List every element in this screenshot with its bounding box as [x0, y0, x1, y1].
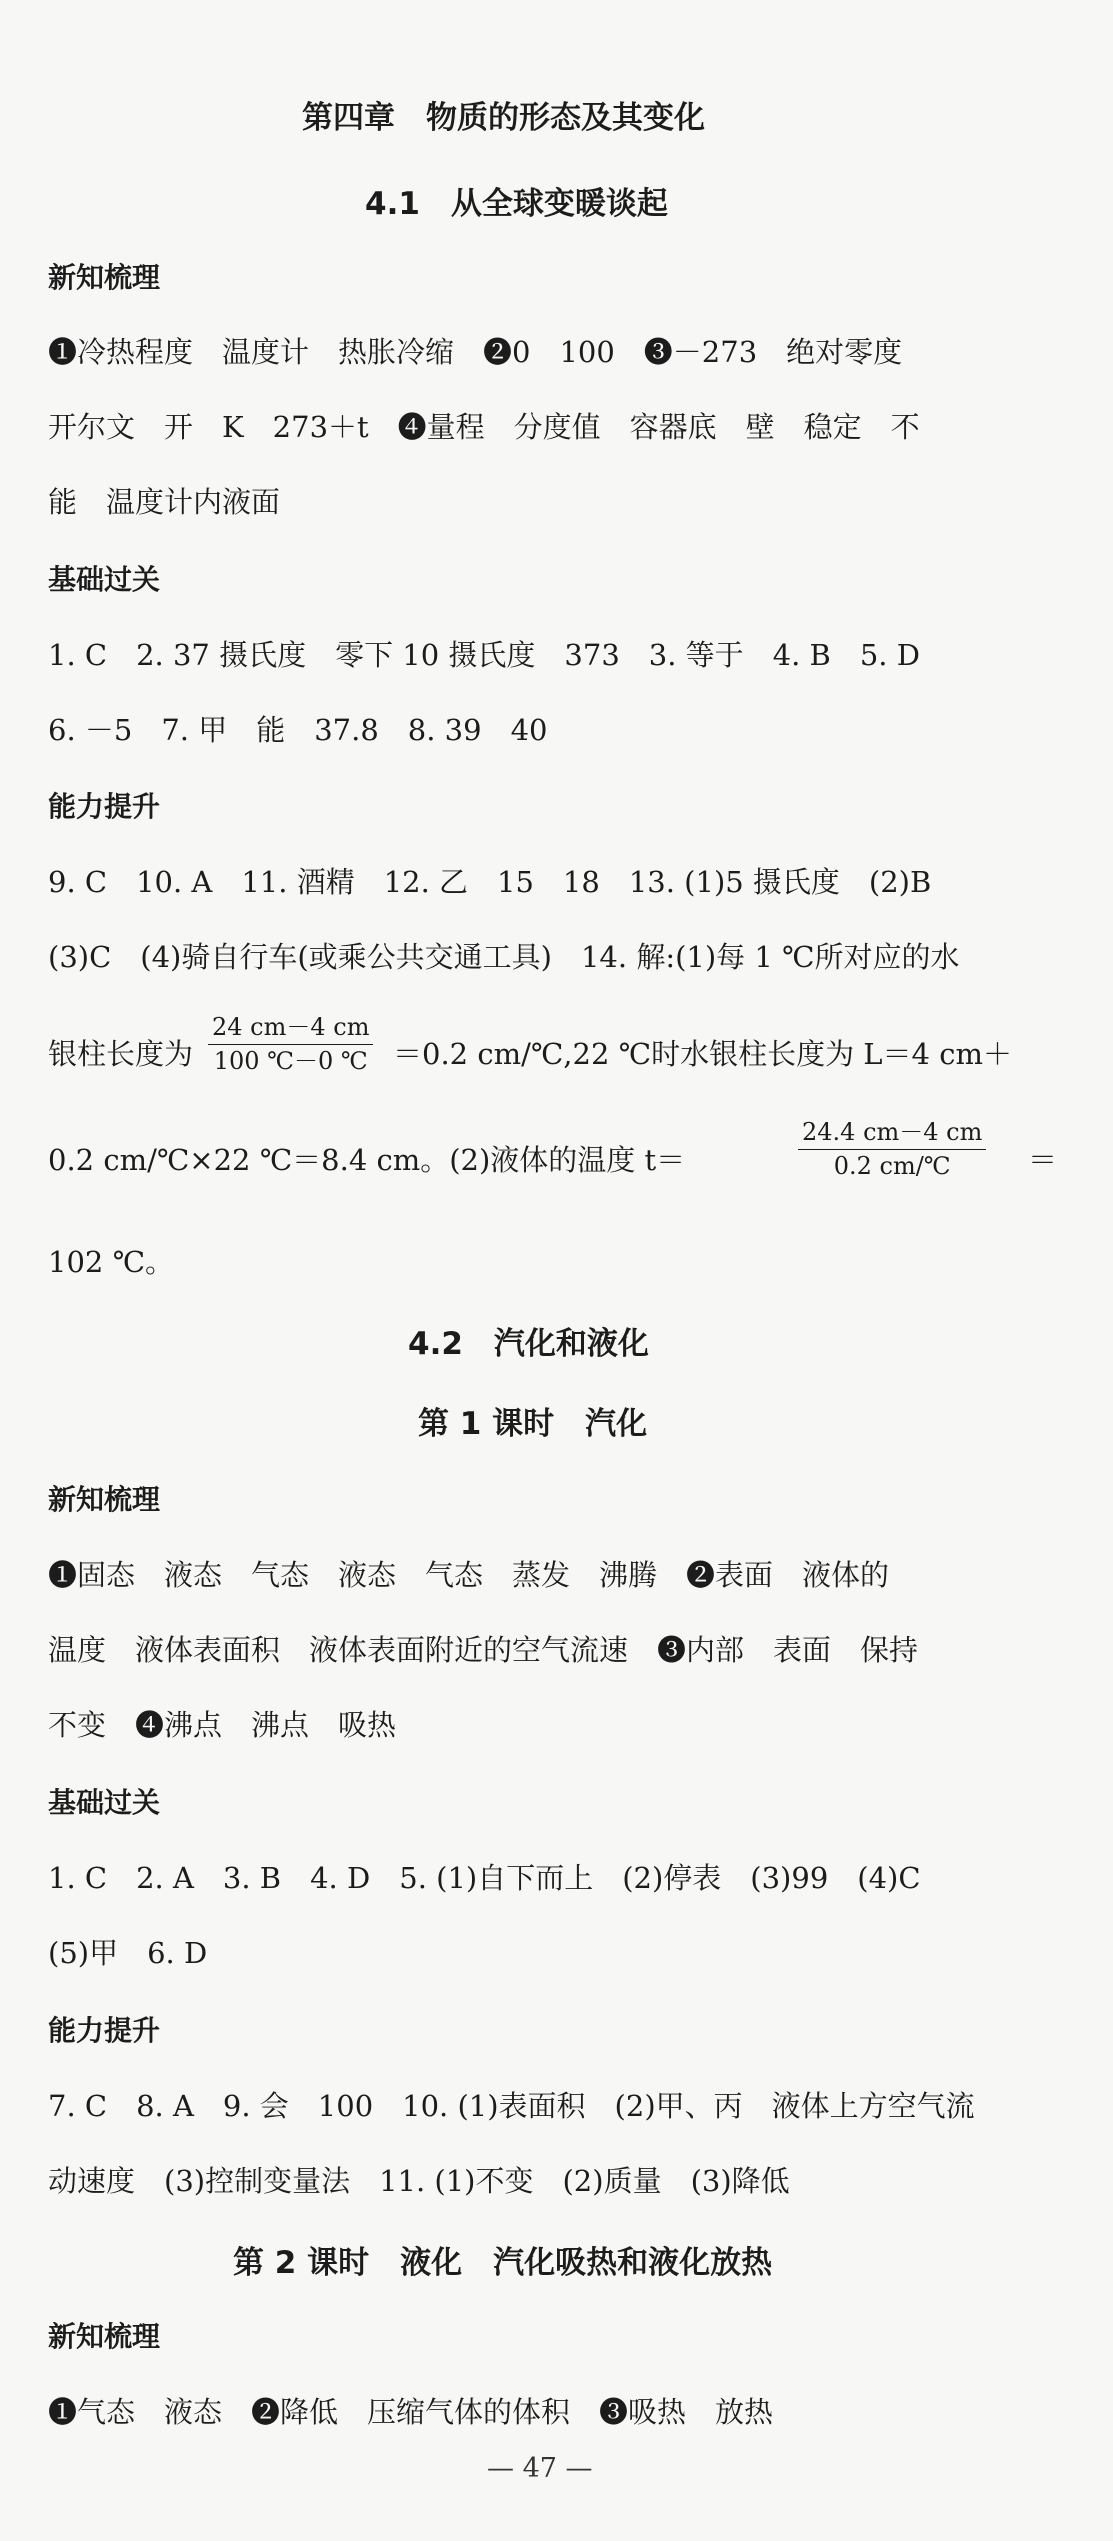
lesson-2-title: 第 2 课时 液化 汽化吸热和液化放热: [233, 2245, 773, 2281]
section-4-2-title: 4.2 汽化和液化: [408, 1326, 649, 1362]
answer-line: 动速度 (3)控制变量法 11. (1)不变 (2)质量 (3)降低: [48, 2164, 790, 2198]
fraction-denominator: 100 ℃－0 ℃: [213, 1046, 368, 1075]
answer-line: 102 ℃。: [48, 1245, 175, 1279]
answer-line: ❶固态 液态 气态 液态 气态 蒸发 沸腾 ❷表面 液体的: [48, 1558, 890, 1592]
answer-line: ❶冷热程度 温度计 热胀冷缩 ❷0 100 ❸－273 绝对零度: [48, 335, 903, 369]
heading-basic: 基础过关: [48, 563, 161, 596]
answer-line: 7. C 8. A 9. 会 100 10. (1)表面积 (2)甲、丙 液体上方空气流: [48, 2089, 975, 2123]
answer-line-prefix: 银柱长度为: [48, 1037, 194, 1071]
fraction-denominator: 0.2 cm/℃: [833, 1151, 951, 1180]
heading-new-knowledge: 新知梳理: [48, 261, 161, 294]
fraction-mercury-length: [208, 1013, 373, 1076]
answer-line: 温度 液体表面积 液体表面附近的空气流速 ❸内部 表面 保持: [48, 1633, 919, 1667]
answer-line: 开尔文 开 K 273＋t ❹量程 分度值 容器底 壁 稳定 不: [48, 410, 920, 444]
lesson-1-title: 第 1 课时 汽化: [418, 1406, 648, 1442]
section-4-1-title: 4.1 从全球变暖谈起: [365, 186, 668, 222]
heading-new-knowledge: 新知梳理: [48, 1483, 161, 1516]
answer-line: 6. －5 7. 甲 能 37.8 8. 39 40: [48, 713, 548, 747]
fraction-liquid-temperature: [798, 1118, 986, 1181]
answer-line-prefix: 0.2 cm/℃×22 ℃＝8.4 cm。(2)液体的温度 t＝: [48, 1143, 686, 1177]
answer-line: 能 温度计内液面: [48, 485, 281, 519]
fraction-numerator: 24.4 cm－4 cm: [798, 1118, 986, 1150]
answer-line-suffix: ＝0.2 cm/℃,22 ℃时水银柱长度为 L＝4 cm＋: [393, 1037, 1012, 1071]
heading-new-knowledge: 新知梳理: [48, 2320, 161, 2353]
answer-line: (5)甲 6. D: [48, 1936, 208, 1970]
answer-line: 9. C 10. A 11. 酒精 12. 乙 15 18 13. (1)5 摄氏度 (2)B: [48, 865, 932, 899]
chapter-title: 第四章 物质的形态及其变化: [302, 100, 705, 136]
answer-line: 不变 ❹沸点 沸点 吸热: [48, 1708, 397, 1742]
answer-line: 1. C 2. 37 摄氏度 零下 10 摄氏度 373 3. 等于 4. B 5. D: [48, 638, 920, 672]
fraction-numerator: 24 cm－4 cm: [208, 1013, 373, 1045]
answer-line-suffix: ＝: [1028, 1143, 1058, 1177]
page-number: — 47 —: [487, 2453, 593, 2484]
answer-line: 1. C 2. A 3. B 4. D 5. (1)自下而上 (2)停表 (3)99 (4)C: [48, 1861, 921, 1895]
heading-basic: 基础过关: [48, 1786, 161, 1819]
heading-ability: 能力提升: [48, 790, 161, 823]
heading-ability: 能力提升: [48, 2014, 161, 2047]
answer-line: (3)C (4)骑自行车(或乘公共交通工具) 14. 解:(1)每 1 ℃所对应的水: [48, 940, 960, 974]
answer-line: ❶气态 液态 ❷降低 压缩气体的体积 ❸吸热 放热: [48, 2395, 774, 2429]
